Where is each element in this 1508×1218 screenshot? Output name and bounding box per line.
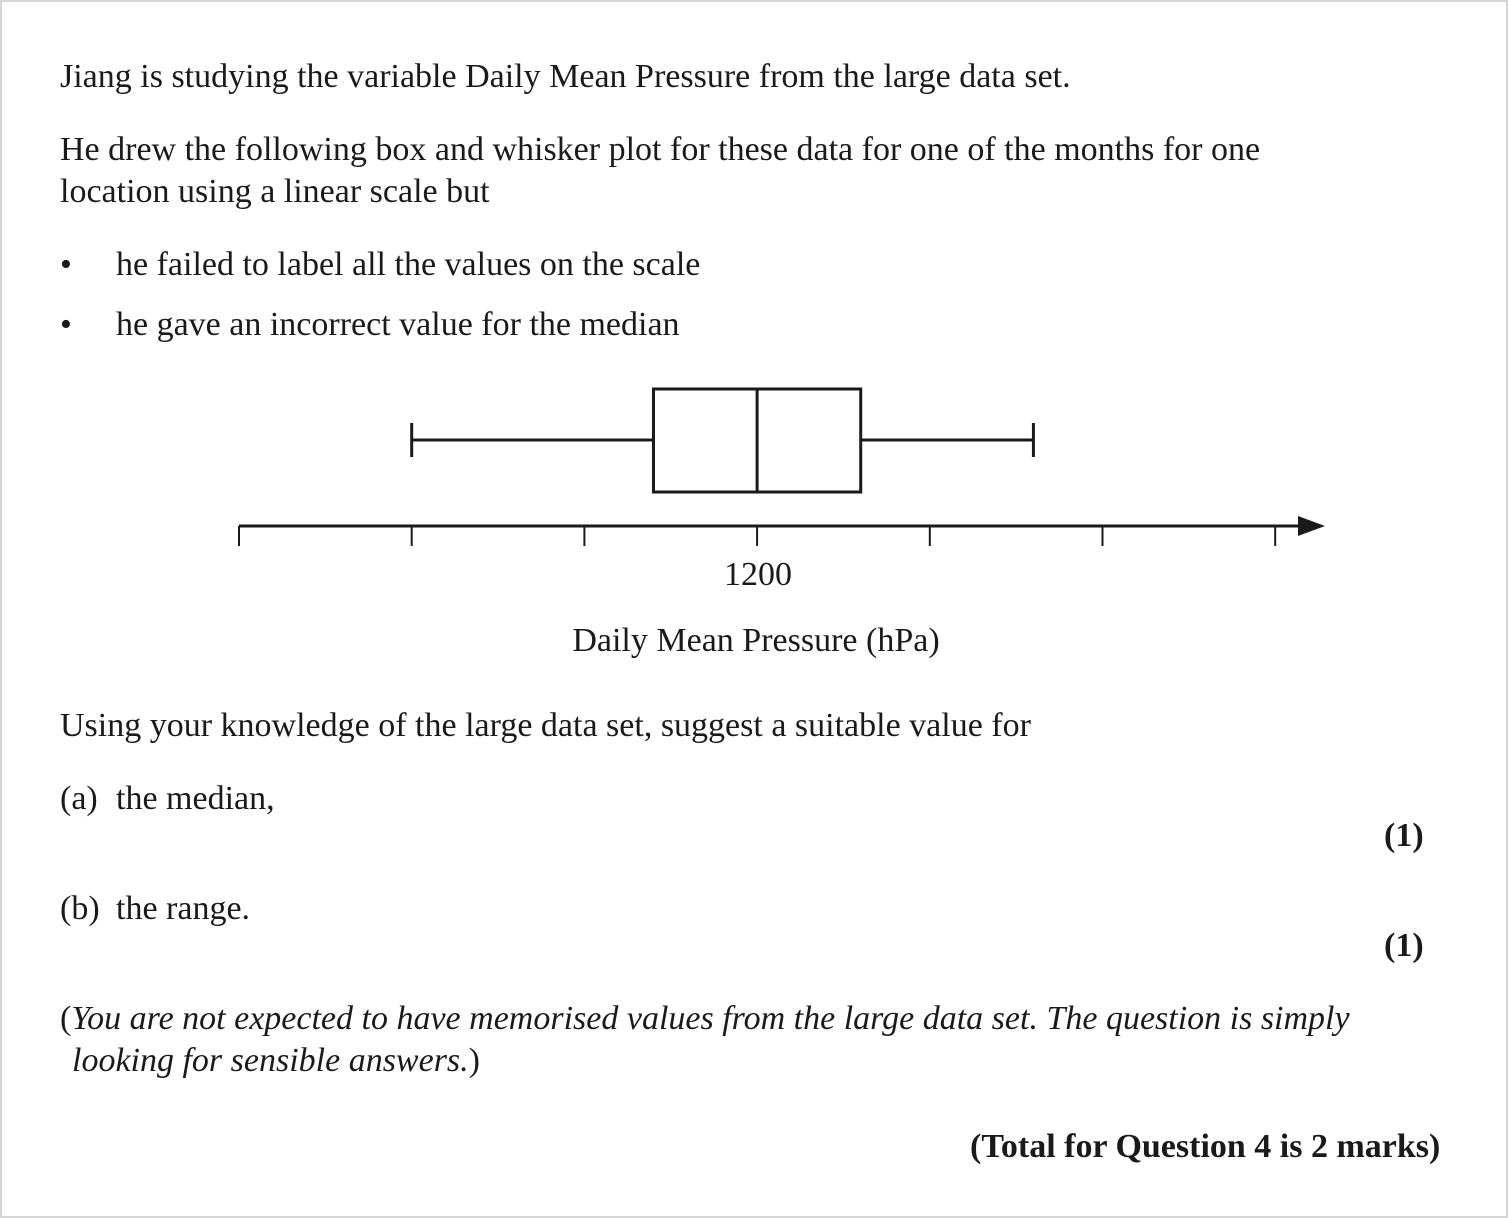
axis-title: Daily Mean Pressure (hPa)	[572, 622, 940, 659]
part-b-marks: (1)	[1384, 927, 1424, 964]
axis-arrow-icon	[1298, 516, 1325, 536]
note-text-1: You are not expected to have memorised values from the large data set. The question is simply	[71, 1000, 1350, 1037]
part-a-label: (a)	[60, 780, 98, 817]
bullet-item-2: he gave an incorrect value for the median	[116, 306, 680, 343]
total-marks: (Total for Question 4 is 2 marks)	[970, 1128, 1441, 1165]
note-close-paren: )	[468, 1042, 480, 1079]
bullet-marker: •	[60, 246, 72, 283]
note-line-1	[60, 998, 1350, 1040]
part-b-text: the range.	[116, 890, 251, 927]
part-a-marks: (1)	[1384, 817, 1424, 854]
box-whisker-plot	[2, 2, 1508, 682]
note-text-2: looking for sensible answers.	[72, 1042, 469, 1079]
tick-label-1200: 1200	[724, 556, 792, 593]
note-line-2	[72, 1040, 480, 1082]
bullet-item-1: he failed to label all the values on the scale	[116, 246, 701, 283]
description-line-1: He drew the following box and whisker plot for these data for one of the months for one	[60, 131, 1261, 168]
intro-text: Jiang is studying the variable Daily Mean Pressure from the large data set.	[60, 58, 1071, 95]
part-a-text: the median,	[116, 780, 275, 817]
part-b-label: (b)	[60, 890, 100, 927]
prompt-text: Using your knowledge of the large data set, suggest a suitable value for	[60, 707, 1031, 744]
note-open-paren: (	[60, 1000, 72, 1037]
bullet-marker: •	[60, 306, 72, 343]
description-line-2: location using a linear scale but	[60, 173, 490, 210]
